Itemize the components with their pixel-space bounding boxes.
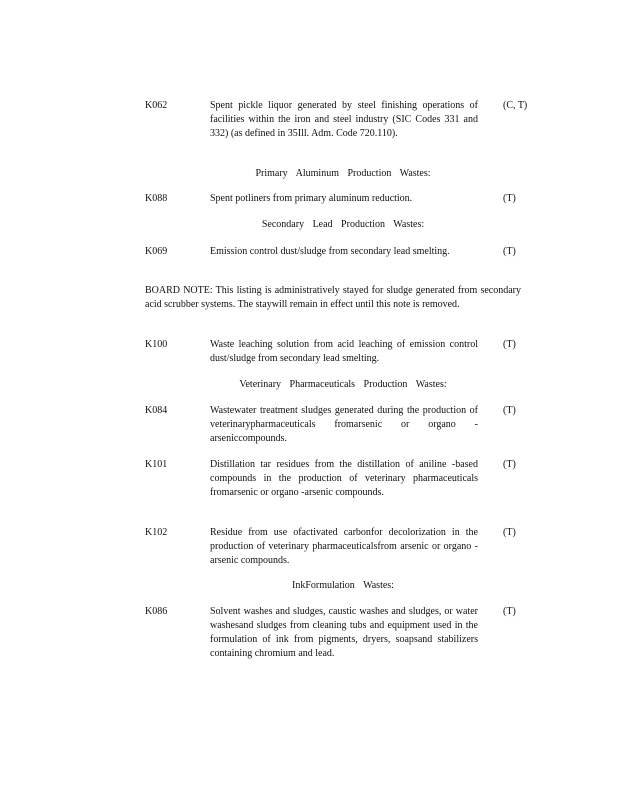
hazard-code: (T) bbox=[503, 405, 516, 416]
board-note: BOARD NOTE: This listing is administratively stayed for sludge generated from secondary acid scrubber systems. The staywill remain in effect until this note is removed. bbox=[145, 285, 521, 310]
waste-description: Spent potliners from primary aluminum reduction. bbox=[210, 193, 413, 204]
waste-description: Emission control dust/sludge from secondary lead smelting. bbox=[210, 246, 450, 257]
waste-code: K100 bbox=[145, 339, 168, 350]
section-heading-primary-aluminum: Primary Aluminum Production Wastes: bbox=[255, 168, 431, 179]
waste-description: Distillation tar residues from the distillation of aniline -based compounds in the production of veterinary pharmaceuticals fromarsenic or organo -arsenic compounds. bbox=[210, 459, 478, 498]
waste-code: K102 bbox=[145, 527, 168, 538]
hazard-code: (T) bbox=[503, 193, 516, 204]
waste-code: K084 bbox=[145, 405, 168, 416]
hazard-code: (T) bbox=[503, 459, 516, 470]
hazard-code: (T) bbox=[503, 527, 516, 538]
hazard-code: (T) bbox=[503, 339, 516, 350]
hazard-code: (T) bbox=[503, 606, 516, 617]
section-heading-ink-formulation: InkFormulation Wastes: bbox=[292, 580, 394, 591]
waste-code: K062 bbox=[145, 100, 168, 111]
section-heading-veterinary: Veterinary Pharmaceuticals Production Wastes: bbox=[239, 379, 447, 390]
hazard-code: (C, T) bbox=[503, 100, 528, 111]
section-heading-secondary-lead: Secondary Lead Production Wastes: bbox=[261, 219, 425, 230]
waste-code: K088 bbox=[145, 193, 168, 204]
waste-code: K101 bbox=[145, 459, 168, 470]
hazard-code: (T) bbox=[503, 246, 516, 257]
waste-description: Spent pickle liquor generated by steel finishing operations of facilities within the iron and steel industry (SIC Codes 331 and 332) (as defined in 35Ill. Adm. Code 720.110). bbox=[210, 100, 478, 139]
waste-code: K069 bbox=[145, 246, 168, 257]
waste-description: Solvent washes and sludges, caustic washes and sludges, or water washesand sludges from cleaning tubs and equipment used in the formulation of ink from pigments, dryers, soapsand stabilizers containing chromium and lead. bbox=[210, 606, 478, 659]
waste-description: Wastewater treatment sludges generated during the production of veterinarypharmaceuticals fromarsenic or organo -arseniccompounds. bbox=[210, 405, 478, 444]
waste-description: Residue from use ofactivated carbonfor decolorization in the production of veterinary pharmaceuticalsfrom arsenic or organo -arsenic compounds. bbox=[210, 527, 478, 566]
waste-description: Waste leaching solution from acid leaching of emission control dust/sludge from secondary lead smelting. bbox=[210, 339, 478, 364]
waste-code: K086 bbox=[145, 606, 168, 617]
